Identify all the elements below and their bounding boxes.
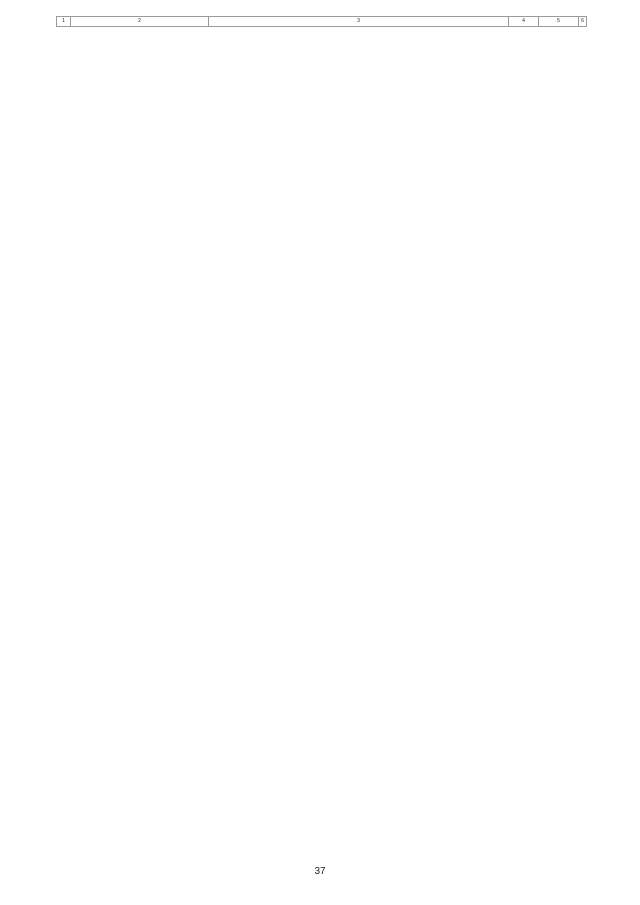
header-col-4: 4	[509, 17, 539, 27]
page-number: 37	[314, 866, 326, 877]
registry-header	[57, 17, 587, 27]
header-col-1: 1	[57, 17, 71, 27]
header-col-3: 3	[209, 17, 509, 27]
header-col-2: 2	[71, 17, 209, 27]
registry-sheet	[56, 16, 586, 27]
header-row	[57, 17, 587, 27]
header-col-6: 6	[579, 17, 587, 27]
registry-table	[56, 16, 587, 27]
header-col-5: 5	[539, 17, 579, 27]
